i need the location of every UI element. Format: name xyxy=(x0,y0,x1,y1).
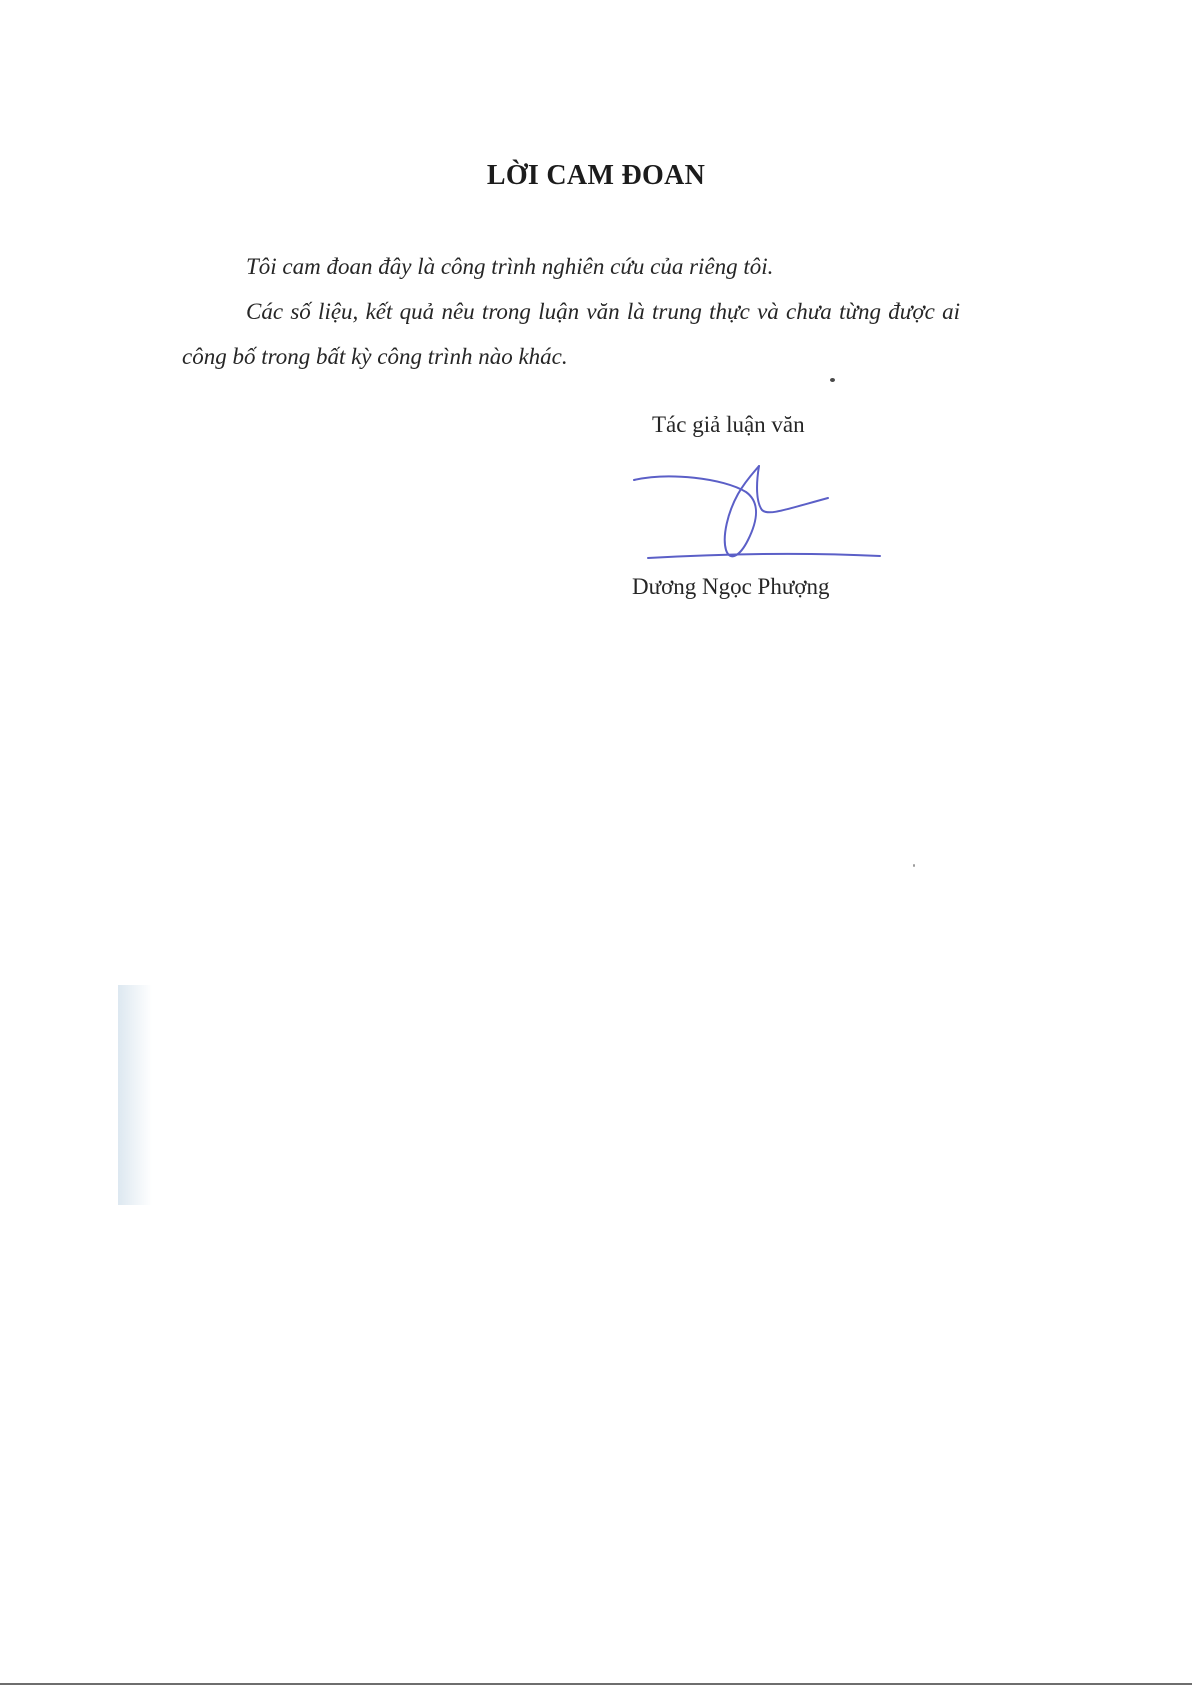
page-title: LỜI CAM ĐOAN xyxy=(486,160,706,191)
handwritten-signature xyxy=(628,458,890,568)
ink-speck xyxy=(913,864,915,867)
ink-speck xyxy=(830,378,835,382)
scan-shadow xyxy=(118,985,152,1205)
declaration-body xyxy=(182,244,960,379)
author-label: Tác giả luận văn xyxy=(652,412,805,437)
declaration-paragraph-2: Các số liệu, kết quả nêu trong luận văn là trung thực và chưa từng được ai công bố trong bất kỳ công trình nào khác. xyxy=(182,299,960,369)
author-name: Dương Ngọc Phượng xyxy=(632,574,830,599)
declaration-paragraph-1: Tôi cam đoan đây là công trình nghiên cứu của riêng tôi. xyxy=(246,254,774,279)
